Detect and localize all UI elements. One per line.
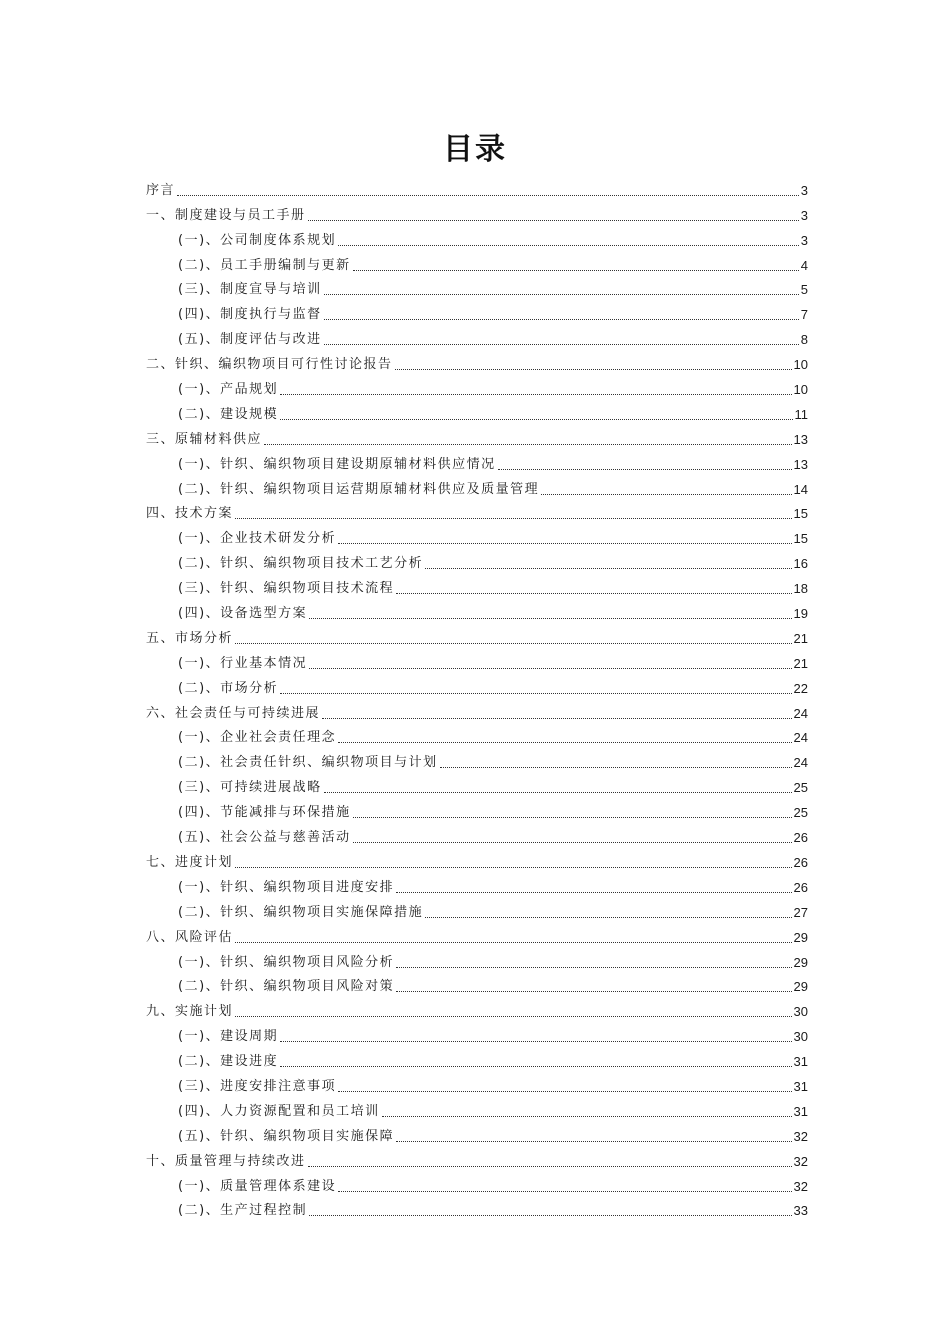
dot-leader [338, 543, 791, 544]
toc-page-number: 24 [793, 755, 808, 771]
toc-entry-title: (三)、进度安排注意事项 [178, 1078, 337, 1094]
dot-leader [396, 991, 791, 992]
toc-entry-title: (二)、员工手册编制与更新 [178, 257, 351, 273]
toc-entry-title: (二)、社会责任针织、编织物项目与计划 [178, 755, 438, 771]
toc-entry-title: (一)、针织、编织物项目建设期原辅材料供应情况 [178, 456, 496, 472]
toc-page-number: 27 [793, 904, 808, 920]
toc-page-number: 10 [793, 382, 808, 398]
toc-entry-title: (五)、社会公益与慈善活动 [178, 830, 351, 846]
toc-section-entry[interactable] [146, 324, 808, 349]
toc-entry-title: (一)、行业基本情况 [178, 655, 308, 671]
toc-page-number: 25 [793, 780, 808, 796]
toc-entry-title: (二)、市场分析 [178, 680, 279, 696]
toc-page-number: 3 [800, 207, 808, 223]
toc-entry-title: 序言 [146, 182, 176, 198]
dot-leader [324, 319, 799, 320]
dot-leader [396, 892, 791, 893]
toc-chapter-entry[interactable] [146, 847, 808, 872]
toc-entry-title: (一)、企业社会责任理念 [178, 730, 337, 746]
toc-entry-title: (四)、设备选型方案 [178, 606, 308, 622]
toc-entry-title: (一)、质量管理体系建设 [178, 1178, 337, 1194]
dot-leader [324, 792, 792, 793]
toc-chapter-entry[interactable] [146, 623, 808, 648]
toc-chapter-entry[interactable] [146, 349, 808, 374]
dot-leader [264, 444, 792, 445]
toc-title: 目录 [443, 132, 507, 167]
toc-entry-title: (四)、节能减排与环保措施 [178, 805, 351, 821]
toc-page-number: 24 [793, 730, 808, 746]
toc-entry-title: (二)、生产过程控制 [178, 1203, 308, 1219]
dot-leader [395, 369, 792, 370]
toc-section-entry[interactable] [146, 822, 808, 847]
toc-page-number: 11 [794, 406, 808, 422]
toc-section-entry[interactable] [146, 1046, 808, 1071]
toc-section-entry[interactable] [146, 598, 808, 623]
toc-entry-title: (五)、针织、编织物项目实施保障 [178, 1128, 395, 1144]
dot-leader [309, 1215, 791, 1216]
toc-entry-title: 十、质量管理与持续改进 [146, 1153, 306, 1169]
dot-leader [338, 1091, 791, 1092]
dot-leader [308, 220, 799, 221]
dot-leader [235, 942, 792, 943]
toc-section-entry[interactable] [146, 1121, 808, 1146]
toc-section-entry[interactable] [146, 897, 808, 922]
toc-section-entry[interactable] [146, 747, 808, 772]
toc-section-entry[interactable] [146, 523, 808, 548]
dot-leader [235, 643, 792, 644]
toc-page-number: 26 [793, 854, 808, 870]
toc-chapter-entry[interactable] [146, 200, 808, 225]
toc-page-number: 7 [800, 307, 808, 323]
dot-leader [353, 817, 792, 818]
dot-leader [440, 767, 792, 768]
toc-section-entry[interactable] [146, 399, 808, 424]
toc-section-entry[interactable] [146, 673, 808, 698]
dot-leader [498, 469, 792, 470]
toc-section-entry[interactable] [146, 1171, 808, 1196]
toc-section-entry[interactable] [146, 474, 808, 499]
toc-section-entry[interactable] [146, 548, 808, 573]
dot-leader [324, 344, 799, 345]
toc-section-entry[interactable] [146, 275, 808, 300]
toc-page-number: 18 [793, 581, 808, 597]
toc-page-number: 3 [800, 182, 808, 198]
toc-page-number: 4 [800, 257, 808, 273]
toc-page-number: 32 [793, 1153, 808, 1169]
toc-page-number: 31 [793, 1078, 808, 1094]
toc-chapter-entry[interactable] [146, 996, 808, 1021]
toc-section-entry[interactable] [146, 1071, 808, 1096]
toc-entry-title: (三)、制度宣导与培训 [178, 282, 322, 298]
toc-section-entry[interactable] [146, 1096, 808, 1121]
dot-leader [235, 518, 792, 519]
toc-page-number: 26 [793, 879, 808, 895]
toc-page-number: 33 [793, 1203, 808, 1219]
toc-page-number: 3 [800, 232, 808, 248]
toc-page-number: 30 [793, 1029, 808, 1045]
dot-leader [280, 1066, 791, 1067]
toc-section-entry[interactable] [146, 225, 808, 250]
toc-page-number: 30 [793, 1004, 808, 1020]
toc-entry-title: (一)、企业技术研发分析 [178, 531, 337, 547]
dot-leader [308, 1166, 792, 1167]
dot-leader [425, 917, 791, 918]
toc-page-number: 5 [800, 282, 808, 298]
toc-section-entry[interactable] [146, 797, 808, 822]
toc-section-entry[interactable] [146, 972, 808, 997]
toc-entry-title: 一、制度建设与员工手册 [146, 207, 306, 223]
toc-section-entry[interactable] [146, 772, 808, 797]
toc-section-entry[interactable] [146, 872, 808, 897]
toc-page-number: 31 [793, 1054, 808, 1070]
dot-leader [338, 1191, 791, 1192]
toc-entry-title: (四)、人力资源配置和员工培训 [178, 1103, 380, 1119]
toc-entry-title: 七、进度计划 [146, 854, 234, 870]
toc-section-entry[interactable] [146, 250, 808, 275]
toc-chapter-entry[interactable] [146, 499, 808, 524]
dot-leader [382, 1116, 792, 1117]
dot-leader [235, 1016, 792, 1017]
toc-entry-title: (三)、针织、编织物项目技术流程 [178, 581, 395, 597]
toc-entry-title: 二、针织、编织物项目可行性讨论报告 [146, 357, 393, 373]
dot-leader [396, 967, 791, 968]
dot-leader [280, 419, 792, 420]
toc-entry-title: (一)、建设周期 [178, 1029, 279, 1045]
dot-leader [425, 568, 791, 569]
dot-leader [353, 270, 799, 271]
toc-entry-title: (一)、产品规划 [178, 382, 279, 398]
toc-page-number: 22 [793, 680, 808, 696]
toc-page-number: 29 [793, 954, 808, 970]
toc-page-number: 24 [793, 705, 808, 721]
toc-entry-title: 四、技术方案 [146, 506, 234, 522]
toc-entry-title: (二)、针织、编织物项目风险对策 [178, 979, 395, 995]
toc-page-number: 16 [793, 556, 808, 572]
toc-page-number: 13 [793, 431, 808, 447]
toc-page-number: 29 [793, 979, 808, 995]
toc-section-entry[interactable] [146, 573, 808, 598]
toc-chapter-entry[interactable] [146, 1146, 808, 1171]
toc-entry-title: (二)、针织、编织物项目技术工艺分析 [178, 556, 424, 572]
toc-entry-title: 六、社会责任与可持续进展 [146, 705, 321, 721]
dot-leader [280, 693, 791, 694]
toc-entry-title: 八、风险评估 [146, 929, 234, 945]
dot-leader [338, 742, 791, 743]
toc-page-number: 21 [793, 630, 808, 646]
dot-leader [353, 842, 792, 843]
dot-leader [177, 195, 799, 196]
toc-page-number: 10 [793, 357, 808, 373]
toc-entry-title: (四)、制度执行与监督 [178, 307, 322, 323]
toc-page-number: 15 [793, 506, 808, 522]
dot-leader [338, 245, 799, 246]
toc-section-entry[interactable] [146, 723, 808, 748]
toc-chapter-entry[interactable] [146, 175, 808, 200]
toc-entry-title: (三)、可持续进展战略 [178, 780, 322, 796]
dot-leader [324, 294, 799, 295]
toc-section-entry[interactable] [146, 947, 808, 972]
toc-page-number: 31 [793, 1103, 808, 1119]
toc-chapter-entry[interactable] [146, 698, 808, 723]
toc-page-number: 15 [793, 531, 808, 547]
toc-page-number: 32 [793, 1128, 808, 1144]
toc-page-number: 13 [793, 456, 808, 472]
toc-entry-title: (二)、建设规模 [178, 406, 279, 422]
toc-page-number: 8 [800, 332, 808, 348]
toc-section-entry[interactable] [146, 648, 808, 673]
toc-entry-title: 九、实施计划 [146, 1004, 234, 1020]
toc-entry-title: (一)、公司制度体系规划 [178, 232, 337, 248]
dot-leader [235, 867, 792, 868]
toc-chapter-entry[interactable] [146, 424, 808, 449]
toc-page-number: 32 [793, 1178, 808, 1194]
toc-entry-title: (二)、针织、编织物项目运营期原辅材料供应及质量管理 [178, 481, 540, 497]
toc-page-number: 25 [793, 805, 808, 821]
toc-section-entry[interactable] [146, 374, 808, 399]
toc-chapter-entry[interactable] [146, 922, 808, 947]
dot-leader [280, 394, 791, 395]
toc-page-number: 29 [793, 929, 808, 945]
toc-page-number: 19 [793, 606, 808, 622]
dot-leader [322, 718, 792, 719]
dot-leader [396, 593, 791, 594]
toc-section-entry[interactable] [146, 449, 808, 474]
toc-entry-title: (一)、针织、编织物项目风险分析 [178, 954, 395, 970]
dot-leader [280, 1041, 791, 1042]
toc-entry-title: 三、原辅材料供应 [146, 431, 263, 447]
dot-leader [309, 618, 791, 619]
toc-entry-title: 五、市场分析 [146, 630, 234, 646]
toc-page-number: 21 [793, 655, 808, 671]
toc-entry-title: (二)、针织、编织物项目实施保障措施 [178, 904, 424, 920]
toc-list [146, 175, 808, 1220]
toc-entry-title: (一)、针织、编织物项目进度安排 [178, 879, 395, 895]
toc-section-entry[interactable] [146, 299, 808, 324]
toc-page-number: 14 [793, 481, 808, 497]
dot-leader [396, 1141, 791, 1142]
dot-leader [309, 668, 791, 669]
toc-section-entry[interactable] [146, 1196, 808, 1221]
toc-entry-title: (五)、制度评估与改进 [178, 332, 322, 348]
toc-entry-title: (二)、建设进度 [178, 1054, 279, 1070]
dot-leader [541, 494, 791, 495]
toc-section-entry[interactable] [146, 1021, 808, 1046]
toc-page-number: 26 [793, 830, 808, 846]
